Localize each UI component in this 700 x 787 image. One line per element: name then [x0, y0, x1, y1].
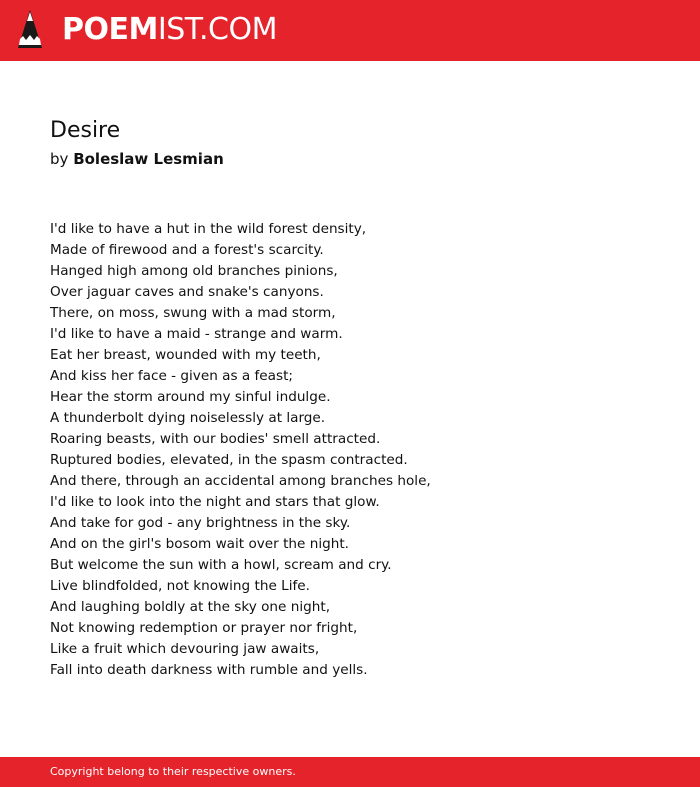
poem-line: And take for god - any brightness in the sky. — [50, 515, 351, 531]
copyright-text: Copyright belong to their respective owners. — [50, 765, 296, 778]
poem-line: Like a fruit which devouring jaw awaits, — [50, 641, 320, 657]
poem-line: But welcome the sun with a howl, scream and cry. — [50, 557, 392, 573]
poem-title: Desire — [50, 118, 121, 143]
poem-line: A thunderbolt dying noiselessly at large. — [50, 410, 326, 426]
poem-line: And laughing boldly at the sky one night, — [50, 599, 331, 615]
poem-line: And on the girl's bosom wait over the night. — [50, 536, 349, 552]
poem-body — [50, 219, 670, 681]
poem-line: There, on moss, swung with a mad storm, — [50, 305, 336, 321]
poem-line: Hear the storm around my sinful indulge. — [50, 389, 331, 405]
poem-line: And kiss her face - given as a feast; — [50, 368, 293, 384]
poem-line: Ruptured bodies, elevated, in the spasm contracted. — [50, 452, 408, 468]
site-footer — [0, 757, 700, 787]
logo-bold-text: POEM — [62, 12, 158, 47]
byline-prefix: by — [50, 150, 69, 168]
poem-line: I'd like to have a hut in the wild forest density, — [50, 221, 367, 237]
poem-line: Over jaguar caves and snake's canyons. — [50, 284, 324, 300]
pencil-tip-icon — [17, 9, 43, 51]
poem-line: I'd like to look into the night and stars that glow. — [50, 494, 380, 510]
poem-byline — [50, 148, 224, 170]
poem-line: Not knowing redemption or prayer nor fright, — [50, 620, 358, 636]
logo-light-text: IST.COM — [157, 12, 277, 47]
site-logo[interactable] — [62, 13, 277, 47]
poem-line: And there, through an accidental among branches hole, — [50, 473, 431, 489]
poem-line: Fall into death darkness with rumble and yells. — [50, 662, 368, 678]
poem-line: Roaring beasts, with our bodies' smell attracted. — [50, 431, 381, 447]
poem-line: Eat her breast, wounded with my teeth, — [50, 347, 321, 363]
poem-line: Live blindfolded, not knowing the Life. — [50, 578, 310, 594]
poem-line: Made of firewood and a forest's scarcity. — [50, 242, 324, 258]
poem-author: Boleslaw Lesmian — [73, 150, 224, 168]
poem-line: Hanged high among old branches pinions, — [50, 263, 338, 279]
poem-line: I'd like to have a maid - strange and warm. — [50, 326, 343, 342]
site-header — [0, 0, 700, 61]
